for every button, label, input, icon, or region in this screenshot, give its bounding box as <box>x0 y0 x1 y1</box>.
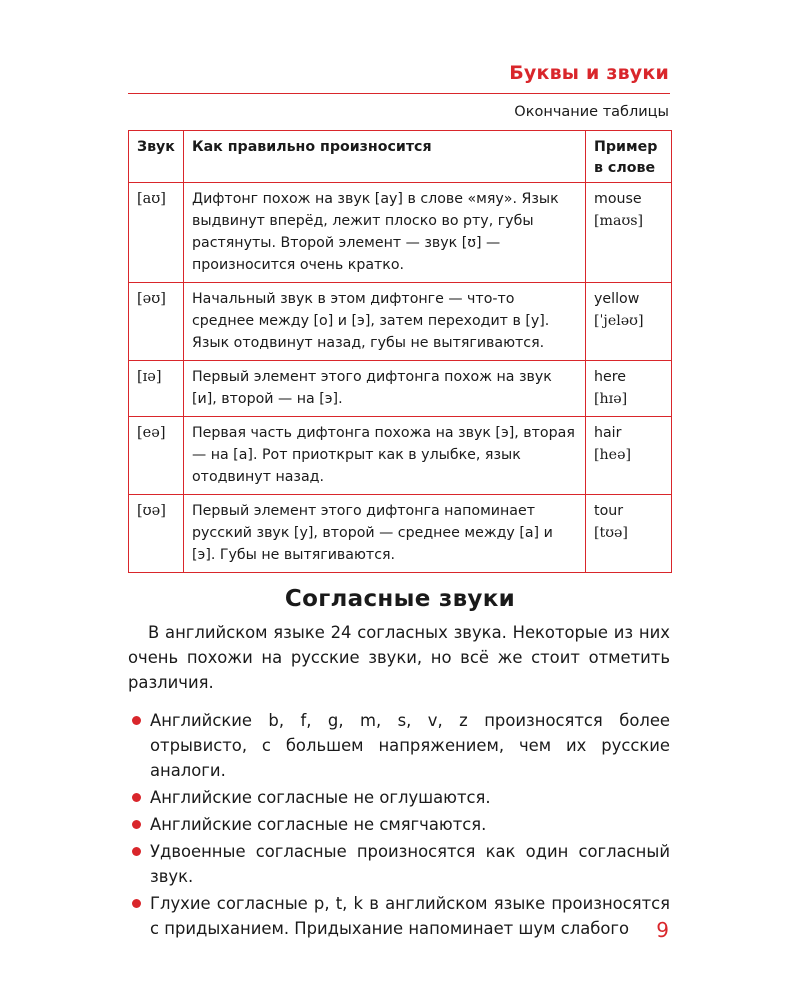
section-title: Согласные звуки <box>284 586 516 612</box>
example-transcription: [hɪə] <box>594 391 628 407</box>
example-cell <box>586 283 672 361</box>
header-example: Пример в слове <box>586 131 672 183</box>
list-item <box>128 785 670 810</box>
list-item-text: Глухие согласные p, t, k в английском языке произносятся с придыханием. Придыхание напоминает шум слабого <box>150 894 670 938</box>
table-row <box>129 361 672 417</box>
sound-cell: [eə] <box>129 417 184 495</box>
table-row <box>129 417 672 495</box>
table-row <box>129 495 672 573</box>
sound-cell: [ɪə] <box>129 361 184 417</box>
example-cell <box>586 495 672 573</box>
example-word: yellow <box>594 291 640 307</box>
bullet-dot-icon <box>132 820 141 829</box>
table-caption: Окончание таблицы <box>514 104 669 120</box>
example-word: mouse <box>594 191 642 207</box>
example-word: here <box>594 369 626 385</box>
example-cell <box>586 417 672 495</box>
bullet-dot-icon <box>132 899 141 908</box>
table-row <box>129 283 672 361</box>
header-pronunciation: Как правильно произносится <box>184 131 586 183</box>
description-cell: Первый элемент этого дифтонга напоминает русский звук [у], второй — среднее между [а] и [э]. Губы не вытягиваются. <box>184 495 586 573</box>
list-item <box>128 839 670 889</box>
intro-paragraph: В английском языке 24 согласных звука. Некоторые из них очень похожи на русские звуки, но всё же стоит отметить различия. <box>128 623 670 692</box>
example-transcription: [heə] <box>594 447 631 463</box>
description-cell: Первый элемент этого дифтонга похож на звук [и], второй — на [э]. <box>184 361 586 417</box>
description-cell: Дифтонг похож на звук [ау] в слове «мяу». Язык выдвинут вперёд, лежит плоско во рту, губы растянуты. Второй элемент — звук [ʊ] — произносится очень кратко. <box>184 183 586 283</box>
example-transcription: [tʊə] <box>594 525 628 541</box>
bullet-dot-icon <box>132 847 141 856</box>
list-item <box>128 812 670 837</box>
list-item-text: Английские согласные не оглушаются. <box>150 788 491 807</box>
example-word: tour <box>594 503 624 519</box>
sound-cell: [aʊ] <box>129 183 184 283</box>
header-divider <box>128 93 670 94</box>
sound-cell: [ʊə] <box>129 495 184 573</box>
bullet-dot-icon <box>132 716 141 725</box>
example-transcription: [ˈjeləʊ] <box>594 313 644 329</box>
list-item-text: Удвоенные согласные произносятся как один согласный звук. <box>150 842 670 886</box>
example-word: hair <box>594 425 622 441</box>
bullet-dot-icon <box>132 793 141 802</box>
page-number: 9 <box>656 918 669 942</box>
diphthongs-table <box>128 130 672 573</box>
list-item <box>128 708 670 783</box>
example-cell <box>586 361 672 417</box>
sound-cell: [əʊ] <box>129 283 184 361</box>
header-sound: Звук <box>129 131 184 183</box>
example-transcription: [maʊs] <box>594 213 644 229</box>
list-item-text: Английские b, f, g, m, s, v, z произносятся более отрывисто, с большем напряжением, чем их русские аналоги. <box>150 711 670 780</box>
table-row <box>129 183 672 283</box>
list-item <box>128 891 670 941</box>
description-cell: Первая часть дифтонга похожа на звук [э], вторая — на [а]. Рот приоткрыт как в улыбке, язык отодвинут назад. <box>184 417 586 495</box>
running-header: Буквы и звуки <box>509 62 669 84</box>
description-cell: Начальный звук в этом дифтонге — что-то среднее между [о] и [э], затем переходит в [у]. Язык отодвинут назад, губы не вытягиваются. <box>184 283 586 361</box>
example-cell <box>586 183 672 283</box>
consonant-rules-list <box>128 708 670 943</box>
list-item-text: Английские согласные не смягчаются. <box>150 815 487 834</box>
table-header-row <box>129 131 672 183</box>
